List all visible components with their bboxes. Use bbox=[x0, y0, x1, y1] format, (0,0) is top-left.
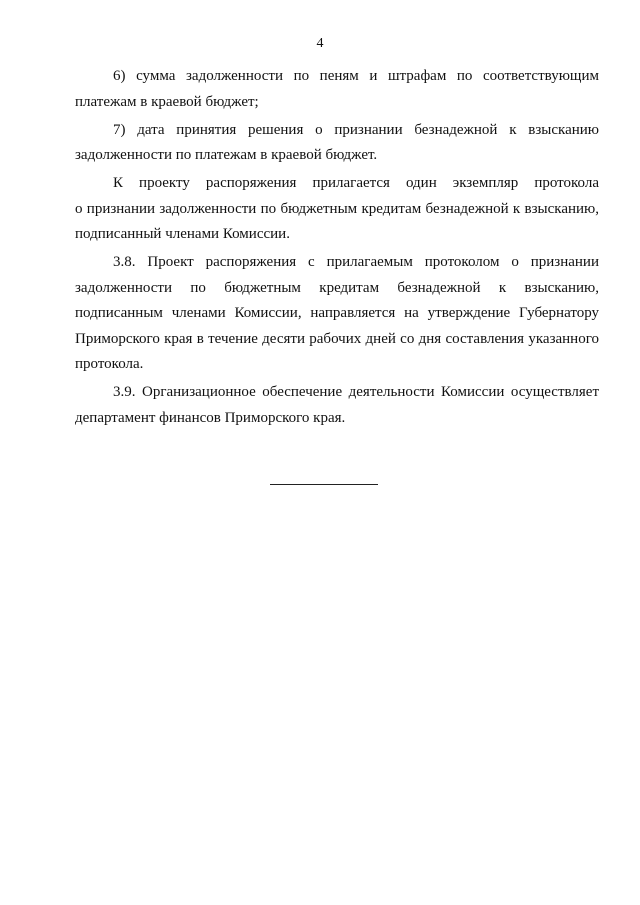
text-line: Приморского края в течение десяти рабочих дней со дня составления указанного bbox=[75, 330, 599, 347]
text-line: 7) дата принятия решения о признании безнадежной к взысканию bbox=[113, 121, 599, 138]
text-line: подписанным членами Комиссии, направляется на утверждение Губернатору bbox=[75, 305, 599, 321]
text-line: департамент финансов Приморского края. bbox=[75, 409, 346, 426]
paragraph-item-7 bbox=[75, 118, 599, 169]
paragraph-3-8 bbox=[75, 250, 599, 378]
paragraph-protocol-attachment bbox=[75, 171, 599, 248]
text-line: 3.8. Проект распоряжения с прилагаемым протоколом о признании bbox=[113, 254, 599, 270]
text-line: К проекту распоряжения прилагается один экземпляр протокола bbox=[113, 175, 599, 191]
text-line: 3.9. Организационное обеспечение деятельности Комиссии осуществляет bbox=[113, 384, 599, 400]
end-of-document-rule bbox=[270, 484, 378, 485]
text-line: задолженности по платежам в краевой бюджет. bbox=[75, 147, 378, 163]
text-line: задолженности по бюджетным кредитам безнадежной к взысканию, bbox=[75, 279, 599, 296]
paragraph-3-9 bbox=[75, 380, 599, 431]
text-line: платежам в краевой бюджет; bbox=[75, 93, 259, 110]
text-line: о признании задолженности по бюджетным кредитам безнадежной к взысканию, bbox=[75, 200, 599, 217]
text-line: 6) сумма задолженности по пеням и штрафам по соответствующим bbox=[113, 68, 599, 84]
paragraph-item-6 bbox=[75, 64, 599, 115]
page-number: 4 bbox=[316, 36, 324, 51]
text-line: подписанный членами Комиссии. bbox=[75, 226, 290, 242]
text-line: протокола. bbox=[75, 356, 144, 372]
document-body bbox=[75, 64, 599, 431]
